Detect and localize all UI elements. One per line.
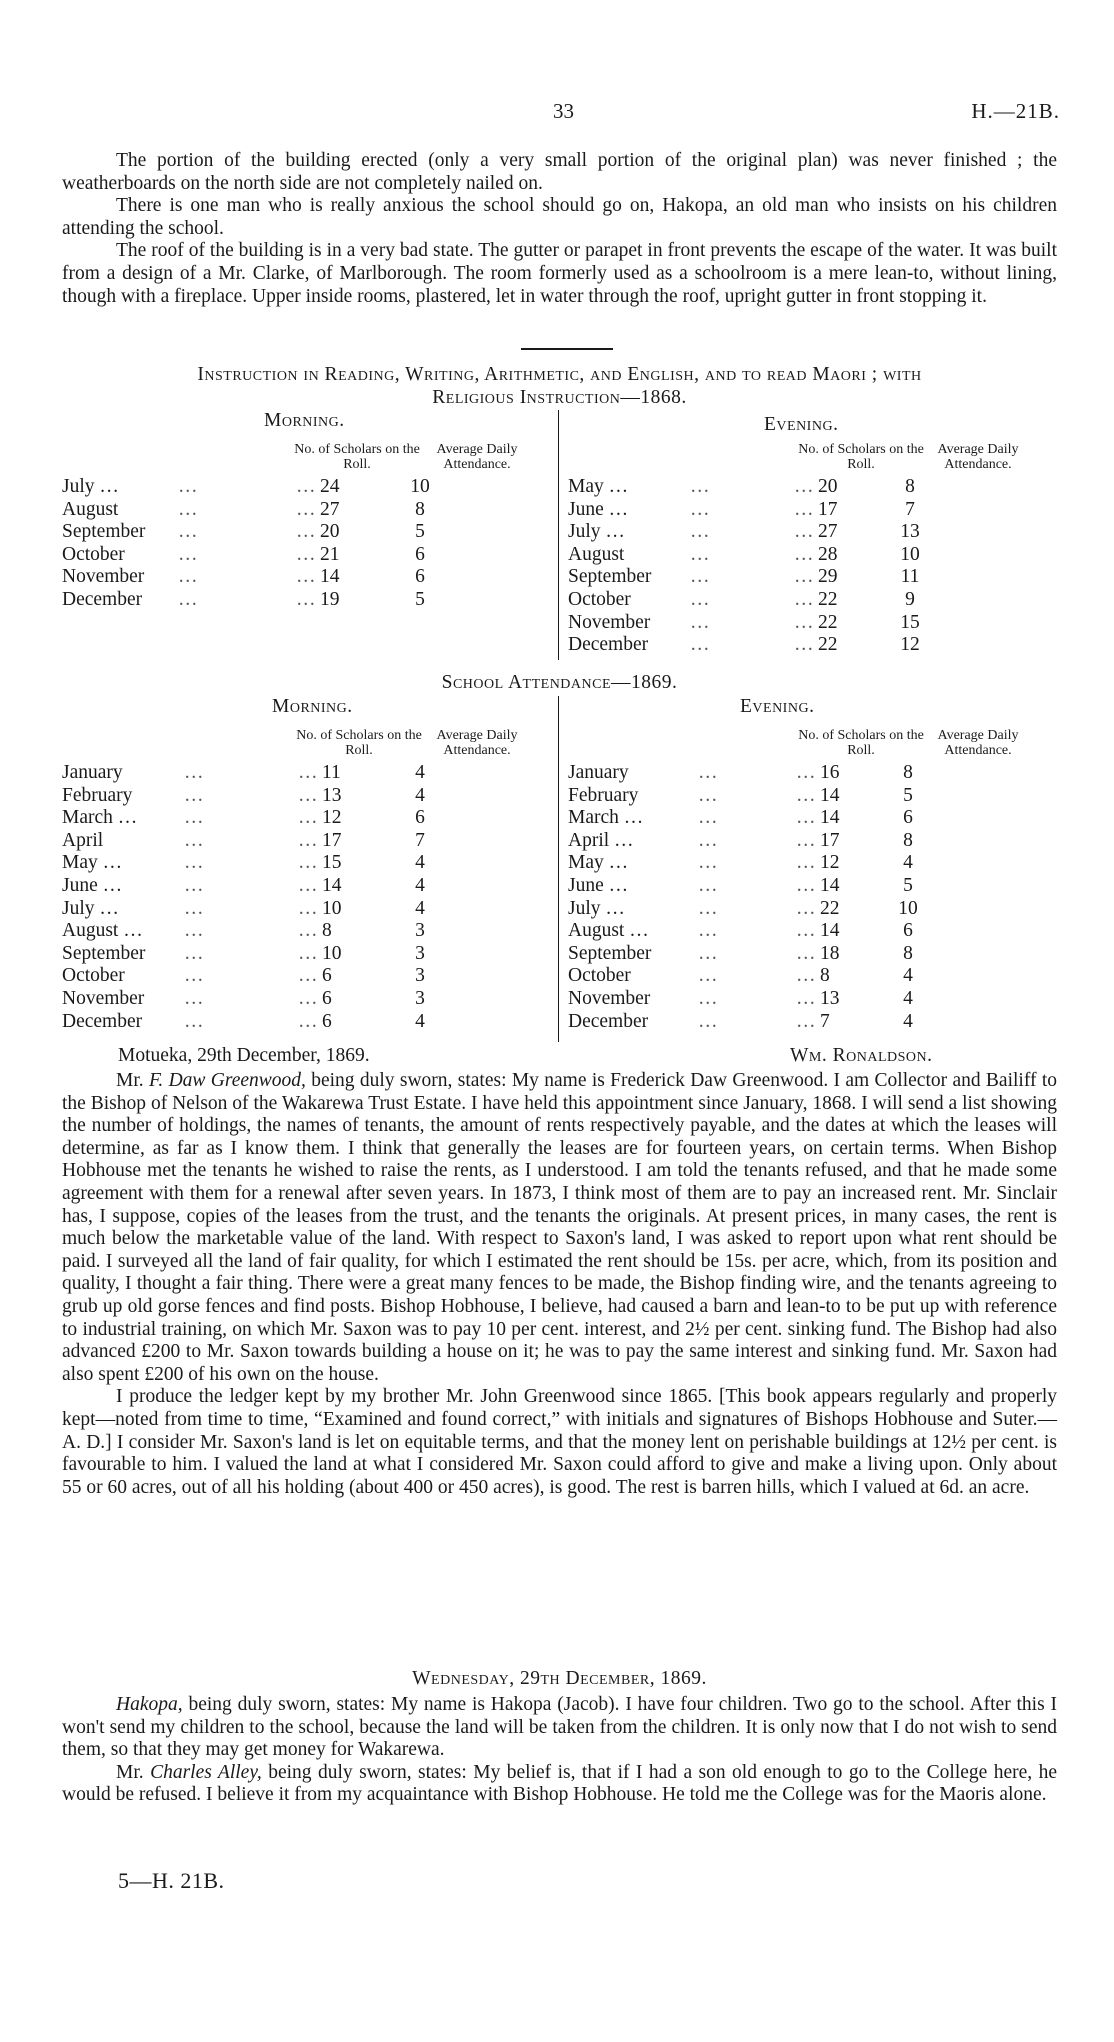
leader-dots: … — [298, 942, 320, 964]
evening-label: Evening. — [764, 414, 839, 435]
leader-dots: … — [796, 1010, 818, 1032]
roll-cell: 24 — [320, 476, 340, 497]
leader-dots: … — [178, 476, 200, 497]
greenwood-testimony — [62, 1070, 1057, 1499]
leader-dots: … — [298, 897, 320, 919]
leader-dots: … — [698, 807, 720, 829]
month-cell: November — [62, 566, 145, 588]
avg-cell: 4 — [903, 988, 913, 1009]
avg-column-header: Average Daily Attendance. — [436, 728, 518, 758]
honorific: Mr. — [116, 1070, 149, 1091]
avg-cell: 9 — [905, 589, 915, 610]
roll-cell: 21 — [320, 543, 340, 565]
avg-cell: 4 — [415, 852, 425, 874]
avg-cell: 5 — [415, 521, 425, 543]
avg-cell: 6 — [415, 543, 425, 565]
leader-dots: … — [184, 784, 206, 806]
leader-dots: … — [796, 897, 818, 919]
leader-dots: … — [298, 807, 320, 829]
avg-cell: 6 — [415, 566, 425, 588]
roll-cell: 6 — [322, 988, 332, 1009]
month-cell: November — [568, 611, 651, 633]
month-cell: January — [568, 762, 629, 783]
avg-cell: 8 — [903, 829, 913, 851]
roll-column-header: No. of Scholars on the Roll. — [294, 442, 420, 472]
roll-cell: 19 — [320, 589, 340, 610]
avg-cell: 8 — [905, 476, 915, 497]
testimony-paragraph — [62, 1070, 1057, 1386]
avg-cell: 4 — [415, 897, 425, 919]
leader-dots: … — [178, 498, 200, 520]
month-cell: June … — [568, 875, 629, 896]
roll-cell: 22 — [818, 611, 838, 633]
avg-cell: 4 — [903, 852, 913, 874]
leader-dots: … — [296, 476, 318, 497]
roll-cell: 29 — [818, 566, 838, 588]
document-reference: H.—21B. — [971, 99, 1060, 123]
leader-dots: … — [184, 942, 206, 964]
leader-dots: … — [796, 807, 818, 829]
month-cell: July … — [62, 476, 119, 497]
roll-cell: 17 — [820, 829, 840, 851]
avg-cell: 8 — [415, 498, 425, 520]
avg-cell: 3 — [415, 965, 425, 987]
avg-cell: 4 — [903, 1010, 913, 1032]
table-1868 — [62, 410, 1057, 660]
leader-dots: … — [698, 1010, 720, 1032]
leader-dots: … — [178, 543, 200, 565]
avg-cell: 4 — [415, 762, 425, 783]
month-cell: August … — [62, 920, 143, 942]
honorific: Mr. — [116, 1761, 151, 1783]
leader-dots: … — [796, 829, 818, 851]
avg-cell: 6 — [903, 920, 913, 942]
leader-dots: … — [698, 920, 720, 942]
leader-dots: … — [178, 589, 200, 610]
intro-paragraph: The portion of the building erected (only a very small portion of the original plan) was never finished ; the weatherboards on the north side are not completely nailed on. — [62, 150, 1057, 194]
leader-dots: … — [698, 784, 720, 806]
leader-dots: … — [698, 875, 720, 896]
leader-dots: … — [698, 942, 720, 964]
roll-cell: 16 — [820, 762, 840, 783]
month-cell: March … — [568, 807, 644, 829]
leader-dots: … — [690, 589, 712, 610]
avg-cell: 5 — [903, 875, 913, 896]
leader-dots: … — [796, 762, 818, 783]
avg-cell: 5 — [415, 589, 425, 610]
leader-dots: … — [698, 829, 720, 851]
avg-cell: 4 — [903, 965, 913, 987]
month-cell: January — [62, 762, 123, 783]
roll-cell: 15 — [322, 852, 342, 874]
month-cell: September — [62, 942, 146, 964]
avg-cell: 3 — [415, 920, 425, 942]
leader-dots: … — [298, 988, 320, 1009]
month-cell: December — [568, 634, 649, 656]
roll-column-header: No. of Scholars on the Roll. — [296, 728, 422, 758]
avg-cell: 8 — [903, 942, 913, 964]
month-cell: August … — [568, 920, 649, 942]
intro-section — [62, 150, 1057, 308]
morning-label: Morning. — [272, 696, 353, 717]
testimony-paragraph — [62, 1762, 1057, 1807]
roll-cell: 13 — [322, 784, 342, 806]
roll-cell: 6 — [322, 1010, 332, 1032]
roll-cell: 14 — [820, 784, 840, 806]
roll-cell: 8 — [322, 920, 332, 942]
avg-column-header: Average Daily Attendance. — [436, 442, 518, 472]
leader-dots: … — [698, 965, 720, 987]
leader-dots: … — [178, 521, 200, 543]
leader-dots: … — [690, 611, 712, 633]
roll-column-header: No. of Scholars on the Roll. — [798, 442, 924, 472]
leader-dots: … — [698, 897, 720, 919]
avg-cell: 6 — [415, 807, 425, 829]
roll-cell: 12 — [820, 852, 840, 874]
month-cell: July … — [568, 897, 625, 919]
month-cell: May … — [568, 476, 629, 497]
table1-title-line2: Religious Instruction—1868. — [432, 387, 687, 408]
avg-cell: 4 — [415, 875, 425, 896]
leader-dots: … — [794, 498, 816, 520]
roll-cell: 10 — [322, 942, 342, 964]
leader-dots: … — [296, 589, 318, 610]
witness-name: Hakopa, — [116, 1694, 183, 1715]
leader-dots: … — [298, 920, 320, 942]
section-rule — [521, 348, 613, 350]
avg-cell: 5 — [903, 784, 913, 806]
leader-dots: … — [298, 784, 320, 806]
month-cell: July … — [568, 521, 625, 543]
leader-dots: … — [298, 762, 320, 783]
roll-column-header: No. of Scholars on the Roll. — [798, 728, 924, 758]
month-cell: October — [62, 543, 125, 565]
roll-cell: 14 — [820, 875, 840, 896]
leader-dots: … — [796, 784, 818, 806]
roll-cell: 6 — [322, 965, 332, 987]
signoff-signature: Wm. Ronaldson. — [790, 1045, 933, 1066]
leader-dots: … — [794, 634, 816, 656]
page-header — [0, 100, 1114, 126]
avg-cell: 4 — [415, 784, 425, 806]
leader-dots: … — [184, 762, 206, 783]
testimony-text: being duly sworn, states: My name is Frederick Daw Greenwood. I am Collector and Bailiff to the Bishop of Nelson of the Wakarewa Trust Estate. I have held this appointment since January, 1868. I will send a list showing the number of holdings, the names of tenants, the amount of rents respectively payable, and the dates at which the leases will determine, as far as I know them. I think that generally the leases are for fourteen years, on certain terms. When Bishop Hobhouse met the tenants he wished to raise the rents, as I understood. I am told the tenants refused, and that he made some agreement with them for a renewal after seven years. In 1873, I think most of them are to pay an increased rent. Mr. Sinclair has, I suppose, copies of the leases from the trust, and the tenants the originals. At present prices, in many cases, the rent is much below the marketable value of the land. With respect to Saxon's land, I was asked to report upon what rent should be paid. I surveyed all the land of fair quality, for which I estimated the rent should be 15s. per acre, which, from its position and quality, I thought a fair thing. There were a great many fences to be made, the Bishop finding wire, and the tenants agreeing to grub up old gorse fences and find posts. Bishop Hobhouse, I believe, had caused a barn and lean-to to be put up with reference to industrial training, on which Mr. Saxon was to pay 10 per cent. interest, and 2½ per cent. sinking fund. The Bishop had also advanced £200 to Mr. Saxon towards building a house on it; he was to pay the same interest and sinking fund. Mr. Saxon had also spent £200 of his own on the house. — [62, 1070, 1057, 1385]
leader-dots: … — [296, 521, 318, 543]
month-cell: May … — [568, 852, 629, 874]
avg-cell: 13 — [900, 521, 920, 543]
roll-cell: 11 — [322, 762, 341, 783]
month-cell: February — [62, 784, 133, 806]
roll-cell: 17 — [322, 829, 342, 851]
avg-cell: 11 — [900, 566, 920, 588]
leader-dots: … — [796, 920, 818, 942]
leader-dots: … — [184, 988, 206, 1009]
leader-dots: … — [796, 852, 818, 874]
avg-cell: 6 — [903, 807, 913, 829]
roll-cell: 22 — [820, 897, 840, 919]
month-cell: September — [568, 942, 652, 964]
leader-dots: … — [690, 566, 712, 588]
roll-cell: 22 — [818, 589, 838, 610]
avg-cell: 3 — [415, 988, 425, 1009]
roll-cell: 14 — [820, 807, 840, 829]
leader-dots: … — [184, 965, 206, 987]
leader-dots: … — [794, 611, 816, 633]
month-cell: June … — [62, 875, 123, 896]
leader-dots: … — [796, 965, 818, 987]
month-cell: December — [62, 589, 143, 610]
month-cell: April … — [568, 829, 634, 851]
avg-cell: 7 — [415, 829, 425, 851]
table-divider — [558, 410, 559, 660]
leader-dots: … — [184, 897, 206, 919]
leader-dots: … — [794, 521, 816, 543]
leader-dots: … — [794, 543, 816, 565]
month-cell: July … — [62, 897, 119, 919]
roll-cell: 10 — [322, 897, 342, 919]
roll-cell: 12 — [322, 807, 342, 829]
avg-cell: 10 — [900, 543, 920, 565]
evening-label: Evening. — [740, 696, 815, 717]
month-cell: December — [568, 1010, 649, 1032]
leader-dots: … — [298, 1010, 320, 1032]
leader-dots: … — [690, 498, 712, 520]
roll-cell: 7 — [820, 1010, 830, 1032]
roll-cell: 8 — [820, 965, 830, 987]
leader-dots: … — [298, 829, 320, 851]
leader-dots: … — [796, 942, 818, 964]
leader-dots: … — [690, 521, 712, 543]
leader-dots: … — [690, 634, 712, 656]
month-cell: May … — [62, 852, 123, 874]
leader-dots: … — [298, 875, 320, 896]
testimony-text: being duly sworn, states: My belief is, that if I had a son old enough to go to the College here, he would be refused. I believe it from my acquaintance with Bishop Hobhouse. He told me the College was for the Maoris alone. — [62, 1761, 1058, 1806]
leader-dots: … — [184, 875, 206, 896]
month-cell: June … — [568, 498, 629, 520]
month-cell: October — [62, 965, 125, 987]
morning-label: Morning. — [264, 410, 345, 431]
month-cell: November — [62, 988, 145, 1009]
intro-paragraph: There is one man who is really anxious the school should go on, Hakopa, an old man who insists on his children attending the school. — [62, 195, 1057, 239]
leader-dots: … — [698, 852, 720, 874]
roll-cell: 14 — [322, 875, 342, 896]
roll-cell: 20 — [320, 521, 340, 543]
leader-dots: … — [298, 852, 320, 874]
avg-column-header: Average Daily Attendance. — [937, 728, 1019, 758]
table2-title: School Attendance—1869. — [441, 672, 678, 693]
avg-cell: 12 — [900, 634, 920, 656]
leader-dots: … — [298, 965, 320, 987]
roll-cell: 27 — [320, 498, 340, 520]
leader-dots: … — [184, 920, 206, 942]
month-cell: November — [568, 988, 651, 1009]
leader-dots: … — [698, 988, 720, 1009]
roll-cell: 13 — [820, 988, 840, 1009]
roll-cell: 28 — [818, 543, 838, 565]
avg-cell: 10 — [898, 897, 918, 919]
month-cell: April — [62, 829, 104, 851]
roll-cell: 18 — [820, 942, 840, 964]
leader-dots: … — [794, 476, 816, 497]
leader-dots: … — [794, 589, 816, 610]
month-cell: September — [568, 566, 652, 588]
avg-cell: 7 — [905, 498, 915, 520]
month-cell: October — [568, 965, 631, 987]
avg-cell: 8 — [903, 762, 913, 783]
table1-title-line1: Instruction in Reading, Writing, Arithmetic, and English, and to read Maori ; with — [197, 364, 922, 385]
month-cell: March … — [62, 807, 138, 829]
witness-name: Charles Alley, — [150, 1761, 262, 1783]
month-cell: August — [62, 498, 119, 520]
roll-cell: 14 — [320, 566, 340, 588]
leader-dots: … — [296, 566, 318, 588]
roll-cell: 14 — [820, 920, 840, 942]
leader-dots: … — [184, 807, 206, 829]
roll-cell: 17 — [818, 498, 838, 520]
avg-column-header: Average Daily Attendance. — [937, 442, 1019, 472]
table-1869 — [62, 696, 1057, 1042]
leader-dots: … — [698, 762, 720, 783]
testimony-text: being duly sworn, states: My name is Hakopa (Jacob). I have four children. Two go to the school. After this I won't send my children to the school, because the land will be taken from the children. It is only now that I do not wish to send them, so that they may get money for Wakarewa. — [62, 1694, 1057, 1761]
leader-dots: … — [178, 566, 200, 588]
table-divider — [558, 696, 559, 1042]
month-cell: December — [62, 1010, 143, 1032]
signoff-place-date: Motueka, 29th December, 1869. — [118, 1045, 370, 1066]
avg-cell: 10 — [410, 476, 430, 497]
month-cell: September — [62, 521, 146, 543]
roll-cell: 20 — [818, 476, 838, 497]
avg-cell: 15 — [900, 611, 920, 633]
leader-dots: … — [794, 566, 816, 588]
leader-dots: … — [184, 829, 206, 851]
page-number: 33 — [553, 99, 574, 123]
roll-cell: 27 — [818, 521, 838, 543]
leader-dots: … — [796, 988, 818, 1009]
month-cell: August — [568, 543, 625, 565]
leader-dots: … — [296, 543, 318, 565]
leader-dots: … — [690, 476, 712, 497]
roll-cell: 22 — [818, 634, 838, 656]
page-footer: 5—H. 21B. — [118, 1868, 225, 1893]
leader-dots: … — [690, 543, 712, 565]
avg-cell: 4 — [415, 1010, 425, 1032]
avg-cell: 3 — [415, 942, 425, 964]
month-cell: February — [568, 784, 639, 806]
testimony-paragraph: I produce the ledger kept by my brother Mr. John Greenwood since 1865. [This book appears regularly and properly kept—noted from time to time, “Examined and found correct,” with initials and signatures of Bishops Hobhouse and Suter.—A. D.] I consider Mr. Saxon's land is let on equitable terms, and that the money lent on perishable buildings at 12½ per cent. is favourable to him. I valued the land at what I considered Mr. Saxon could afford to give and make a living upon. Only about 55 or 60 acres, out of all his holding (about 400 or 450 acres), is good. The rest is barren hills, which I valued at 6d. an acre. — [62, 1386, 1057, 1498]
month-cell: October — [568, 589, 631, 610]
leader-dots: … — [296, 498, 318, 520]
later-testimonies — [62, 1694, 1057, 1807]
leader-dots: … — [796, 875, 818, 896]
leader-dots: … — [184, 852, 206, 874]
witness-name: F. Daw Greenwood, — [148, 1070, 306, 1091]
date-heading: Wednesday, 29th December, 1869. — [412, 1668, 707, 1689]
leader-dots: … — [184, 1010, 206, 1032]
intro-paragraph: The roof of the building is in a very bad state. The gutter or parapet in front prevents the escape of the water. It was built from a design of a Mr. Clarke, of Marlborough. The room formerly used as a schoolroom is a mere lean-to, without lining, though with a fireplace. Upper inside rooms, plastered, let in water through the roof, upright gutter in front stopping it. — [62, 240, 1057, 307]
testimony-paragraph — [62, 1694, 1057, 1762]
